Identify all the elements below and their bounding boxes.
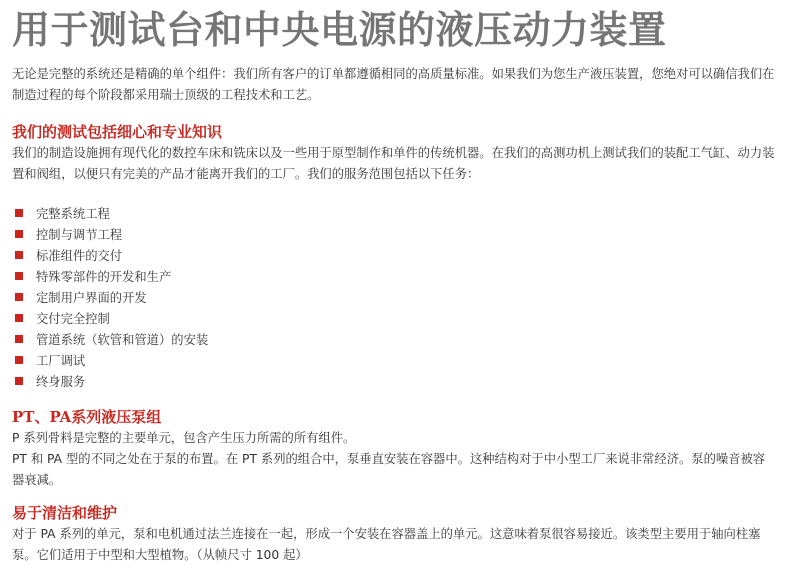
pump-series-text-2: PT 和 PA 型的不同之处在于泵的布置。在 PT 系列的组合中，泵垂直安装在容器中。这种结构对于中小型工厂来说非常经济。泵的噪音被容器衰减。: [12, 452, 766, 487]
service-item-label: 管道系统（软管和管道）的安装: [36, 332, 209, 347]
service-item-label: 标准组件的交付: [36, 248, 123, 263]
service-item-label: 完整系统工程: [36, 206, 110, 221]
square-bullet-icon: [15, 335, 23, 343]
square-bullet-icon: [15, 251, 23, 259]
cleaning-section-text: 对于 PA 系列的单元，泵和电机通过法兰连接在一起，形成一个安装在容器盖上的单元。这意味着泵很容易接近。该类型主要用于轴向柱塞泵。它们适用于中型和大型植物。（从帧尺寸 100 起）: [12, 527, 761, 562]
service-item-label: 控制与调节工程: [36, 227, 123, 242]
square-bullet-icon: [15, 377, 23, 385]
intro-paragraph: 无论是完整的系统还是精确的单个组件：我们所有客户的订单都遵循相同的高质量标准。如果我们为您生产液压装置，您绝对可以确信我们在制造过程的每个阶段都采用瑞士顶级的工程技术和工艺。: [12, 67, 775, 102]
square-bullet-icon: [15, 356, 23, 364]
list-item: [12, 349, 777, 370]
pump-series-text-1: P 系列骨料是完整的主要单元，包含产生压力所需的所有组件。: [12, 431, 356, 445]
square-bullet-icon: [15, 293, 23, 301]
page-title: 用于测试台和中央电源的液压动力装置: [12, 8, 667, 52]
service-item-label: 工厂调试: [36, 353, 86, 368]
list-item: [12, 286, 777, 307]
service-item-label: 交付完全控制: [36, 311, 110, 326]
list-item: [12, 223, 777, 244]
list-item: [12, 328, 777, 349]
list-item: [12, 307, 777, 328]
service-item-label: 特殊零部件的开发和生产: [36, 269, 172, 284]
list-item: [12, 202, 777, 223]
list-item: [12, 265, 777, 286]
service-item-label: 终身服务: [36, 374, 86, 389]
list-item: [12, 244, 777, 265]
cleaning-section-heading: 易于清洁和维护: [12, 504, 118, 522]
square-bullet-icon: [15, 272, 23, 280]
testing-section-heading: 我们的测试包括细心和专业知识: [12, 123, 223, 141]
square-bullet-icon: [15, 209, 23, 217]
square-bullet-icon: [15, 230, 23, 238]
testing-section-text: 我们的制造设施拥有现代化的数控车床和铣床以及一些用于原型制作和单件的传统机器。在我们的高测功机上测试我们的装配工气缸、动力装置和阀组，以便只有完美的产品才能离开我们的工厂。我们的服务范围包括以下任务：: [12, 146, 775, 181]
services-list: [12, 202, 777, 391]
pump-series-heading: PT、PA系列液压泵组: [12, 408, 162, 426]
square-bullet-icon: [15, 314, 23, 322]
list-item: [12, 370, 777, 391]
service-item-label: 定制用户界面的开发: [36, 290, 147, 305]
